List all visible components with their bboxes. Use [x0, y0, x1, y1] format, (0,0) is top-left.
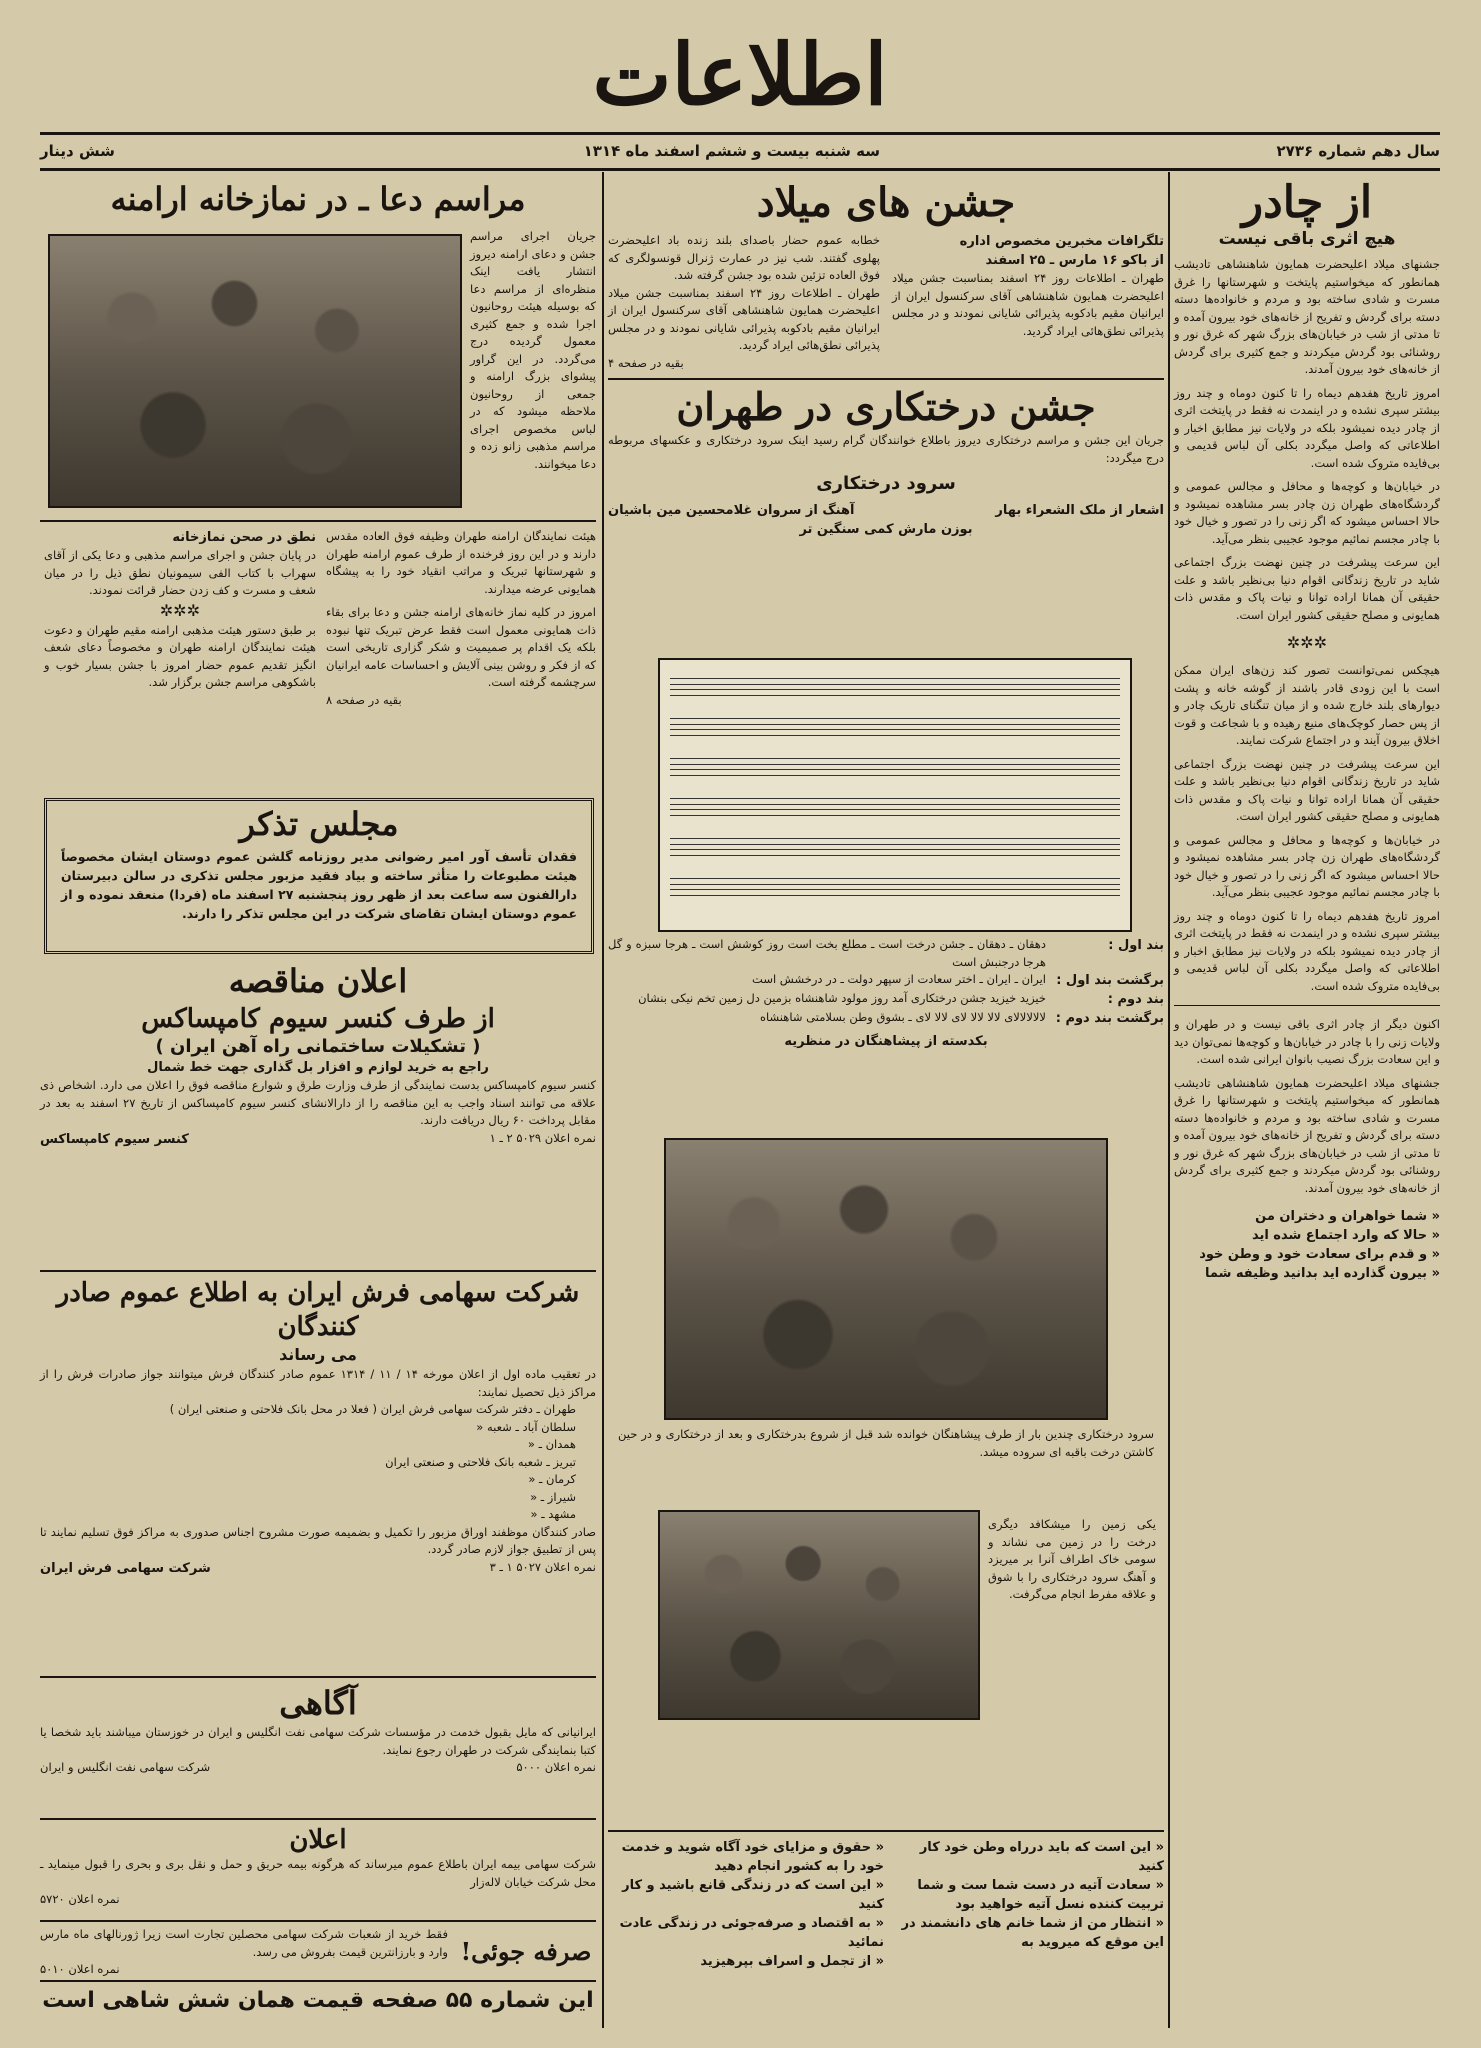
armenian-body-right	[326, 528, 596, 709]
carpet-number: نمره اعلان ۵۰۲۷ ۱ ـ ۳	[489, 1559, 596, 1574]
carpet-title: شرکت سهامی فرش ایران به اطلاع عموم صادر کنندگان	[56, 1278, 580, 1342]
verse-text: لالالالالای لالا لالا لای لالا لای ـ بشوق وطن بسلامتی شاهنشاه	[760, 1010, 1046, 1024]
carpet-subtitle: می رساند	[279, 1345, 357, 1364]
savings-body: فقط خرید از شعبات شرکت سهامی محصلین تجارت است زیرا ژورنالهای ماه مارس وارد و بارزانترین قیمت بفروش می رسد.	[40, 1927, 448, 1959]
photo-armenian-ceremony	[48, 234, 462, 508]
center-column	[608, 178, 1164, 2023]
carpet-list-item: همدان ـ «	[527, 1437, 576, 1451]
carpet-list-item: سلطان آباد ـ شعبه «	[476, 1419, 576, 1434]
telegram-heading: تلگرافات مخبرین مخصوص اداره	[959, 234, 1164, 249]
left-column	[40, 178, 596, 2023]
tender-notice	[40, 960, 596, 1149]
carpet-footer	[40, 1559, 596, 1578]
ad-body: شرکت سهامی بیمه ایران باطلاع عموم میرساند که هرگونه بیمه حریق و حمل و نقل بری و بحری را قبول مینماید ـ محل شرکت خیابان لاله‌زار	[40, 1857, 596, 1889]
carpet-list-item: کرمان ـ «	[528, 1472, 576, 1486]
tender-title: اعلان مناقصه	[228, 962, 408, 1000]
memorial-notice-box	[44, 798, 594, 954]
notice-number: نمره اعلان ۵۰۰۰	[516, 1760, 596, 1774]
masthead-title: اطلاعات	[592, 25, 888, 124]
quote-box-right	[894, 1838, 1164, 1971]
article-title-tree-planting: جشن درختکاری در طهران	[676, 384, 1096, 429]
chador-quote: « حالا که وارد اجتماع شده اید	[1251, 1228, 1440, 1243]
separator	[40, 1270, 596, 1272]
separator	[608, 378, 1164, 380]
price-line: این شماره ۵۵ صفحه قیمت همان شش شاهی است	[42, 1988, 594, 2013]
tender-footer	[40, 1130, 596, 1149]
dateline-date: سه شنبه بیست و ششم اسفند ماه ۱۳۱۴	[583, 142, 880, 160]
separator	[40, 1818, 596, 1820]
verse-row	[608, 990, 1164, 1009]
newspaper-page	[40, 20, 1440, 2028]
carpet-signature: شرکت سهامی فرش ایران	[40, 1560, 211, 1576]
quote-line: حالا که وارد اجتماع شده اید	[1251, 1228, 1428, 1243]
speech-paragraph: در پایان جشن و اجرای مراسم مذهبی و دعا یکی از آقای سهراب با کتاب الفی سیمونیان نطق ذیل را در میان شعف و مسرت و کف زدن حضار قرائت نمودند.	[44, 548, 316, 597]
right-column	[1174, 178, 1440, 2023]
carpet-list-item: شیراز ـ «	[530, 1489, 576, 1504]
chador-quote: « و قدم برای سعادت خود و وطن خود	[1199, 1247, 1440, 1262]
telegram-body: طهران ـ اطلاعات روز ۲۴ اسفند بمناسبت جشن میلاد اعلیحضرت همایون شاهنشاهی آقای سرکنسول ایران از ایرانیان مقیم بادکوبه پذیرائی شایانی نمودند و در مجلس پذیرائی نطق‌هائی ایراد گردید.	[608, 285, 880, 352]
chador-paragraph: جشنهای میلاد اعلیحضرت همایون شاهنشاهی تادیشب همانطور که میخواستیم پایتخت و شهرستانها را غرق مسرت و شادی ساخته بود و مردم و خانواده‌ها دسته دسته برای گردش و تفریح از خانه‌های خود بیرون آمده و تا مدتی از شب در خیابان‌های بزرگ شهر که غرق نور و روشنائی بود گردش میکردند و جمع کثیری برای گردش از خانه‌های خود بیرون آمدند.	[1174, 257, 1440, 376]
separator	[40, 1676, 596, 1678]
oil-company-notice	[40, 1682, 596, 1777]
staff-line	[670, 798, 1120, 816]
tender-body: کنسر سیوم کامپساکس بدست نمایندگی از طرف وزارت طرق و شوارع مناقصه فوق را اعلان می دارد. اشخاص ذی علاقه می توانند اسناد واجب به این مناقصه را از دارالانشای کنسر سیوم کامپساکس از تاریخ ۲۷ اسفند به بعد در مقابل پرداخت ۶۰ ریال دریافت دارند.	[40, 1078, 596, 1127]
armenian-paragraph: هیئت نمایندگان ارامنه طهران وظیفه فوق العاده مقدس دارند و در این روز فرخنده از طرف عموم ارامنه طهران و شهرستانها تبریک و مراتب انقیاد خود را به پیشگاه همایونی عرضه میدارند.	[326, 529, 596, 596]
chador-paragraph: جشنهای میلاد اعلیحضرت همایون شاهنشاهی تادیشب همانطور که میخواستیم پایتخت و شهرستانها را غرق مسرت و شادی ساخته بود و مردم و خانواده‌ها دسته دسته برای گردش و تفریح از خانه‌های خود بیرون آمده و تا مدتی از شب در خیابان‌های بزرگ شهر که غرق نور و روشنائی بود گردش میکردند و جمع کثیری برای گردش از خانه‌های خود بیرون آمدند.	[1174, 1075, 1440, 1195]
verse-label: بند اول :	[1108, 938, 1164, 953]
lyrics-credit: اشعار از ملک الشعراء بهار	[995, 503, 1164, 518]
verse-row	[608, 971, 1164, 990]
chador-paragraph: هیچکس نمی‌توانست تصور کند زن‌های ایران ممکن است با این زودی قادر باشند از گوشه خانه و پشت دیوار‌های بلند خارج شده و از میان تنگنای تاریک چادر و از پس حصار کوچک‌های منیع رهیده و با شجاعت و قوت اخلاق بیرون آیند و در اجتماع شرکت نمایند.	[1174, 663, 1440, 747]
telegram-place: از باکو ۱۶ مارس ـ ۲۵ اسفند	[985, 253, 1164, 268]
verse-label: بند دوم :	[1107, 992, 1164, 1007]
scouts-text: سرود درختکاری چندین بار از طرف پیشاهنگان خوانده شد قبل از شروع بدرختکاری و بعد از درختکاری و در حین کاشتن درخت باقبه ای سروده میشد.	[618, 1427, 1154, 1459]
article-title-birthday: جشن های میلاد	[756, 179, 1016, 226]
separator	[40, 520, 596, 522]
telegram-body: خطابه عموم حضار باصدای بلند زنده باد اعلیحضرت پهلوی گفتند. شب نیز در عمارت ژنرال قونسولگری که فوق العاده تزئین شده بود جشن گرفته شد.	[608, 233, 880, 282]
carpet-list-item: مشهد ـ «	[530, 1507, 576, 1521]
verse-text: ایران ـ ایران ـ اختر سعادت از سپهر دولت ـ در درخشش است	[752, 972, 1046, 986]
verse-row	[608, 1009, 1164, 1028]
chador-paragraph: در خیابان‌ها و کوچه‌ها و محافل و مجالس عمومی و گردشگاه‌های طهران زن چادر بسر مشاهده نمیشود و حالا احساس میشود که اگر زنی را در تصور و خیال خود با چادر مجسم نمائیم موجود عجیبی بنظر می‌آید.	[1174, 832, 1440, 899]
ad-number: نمره اعلان ۵۷۲۰	[40, 1892, 120, 1906]
masthead-rule	[40, 132, 1440, 135]
notice-signature: شرکت سهامی نفت انگلیس و ایران	[40, 1760, 211, 1774]
photo-scouts	[664, 1138, 1108, 1420]
quote-box-line: « از تجمل و اسراف بپرهیزید	[700, 1954, 884, 1969]
article-subtitle-chador: هیچ اثری باقی نیست	[1218, 229, 1396, 249]
tender-number: نمره اعلان ۵۰۲۹ ۲ ـ ۱	[489, 1130, 596, 1145]
dateline	[40, 138, 1440, 168]
memorial-body: فقدان تأسف آور امیر رضوانی مدیر روزنامه گلشن عموم دوستان ایشان مخصوصاً هیئت مطبوعات را متأثر ساخته و بیاد فقید مزبور مجلس تذکری در سالن دبیرستان دارالفنون سه ساعت بعد از ظهر روز پنجشنبه ۲۷ اسفند ماه (فردا) منعقد نموده و از عموم دوستان ایشان تقاضای شرکت در این مجلس تذکر را دارند.	[61, 849, 578, 921]
staff-line	[670, 678, 1120, 696]
chador-quote: « شما خواهران و دختران من	[1255, 1209, 1440, 1224]
quote-box-line: « سعادت آتیه در دست شما ست و شما تربیت کننده نسل آتیه خواهید بود	[917, 1878, 1164, 1912]
carpet-body: صادر کنندگان موظفند اوراق مزبور را تکمیل و بضمیمه صورت مشروح اجناس صدوری به مراکز فوق تسلیم نمایند تا پس از تطبیق جواز لازم صادر گردد.	[40, 1524, 596, 1556]
verse-label: برگشت بند دوم :	[1055, 1011, 1164, 1026]
separator	[608, 1830, 1164, 1832]
section-ornament: ✲✲✲	[1286, 633, 1328, 652]
chador-paragraph: امروز تاریخ هفدهم دیماه را تا کنون دوماه و چند روز بیشتر سپری نشده و در اینمدت نه فقط در پایتخت اثری از چادر دیده نمیشود بلکه در ولایات نیز مطابق اخبار و اطلاعاتی که واصل میگردد بکلی آن لباس قدیمی و بی‌فایده متروک شده است.	[1174, 908, 1440, 993]
chador-paragraph: امروز تاریخ هفدهم دیماه را تا کنون دوماه و چند روز بیشتر سپری نشده و در اینمدت نه فقط در پایتخت اثری از چادر دیده نمیشود بلکه در ولایات نیز مطابق اخبار و اطلاعاتی که واصل میگردد بکلی آن لباس قدیمی و بی‌فایده متروک شده است.	[1174, 385, 1440, 470]
song-credits	[608, 501, 1164, 520]
savings-title: صرفه جوئی!	[460, 1937, 592, 1967]
carpet-company-notice	[40, 1276, 596, 1578]
savings-ad	[40, 1926, 596, 1979]
telegram-block-left	[608, 232, 880, 372]
armenian-body-left	[44, 528, 316, 709]
verse-label: برگشت بند اول :	[1056, 973, 1164, 988]
staff-line	[670, 718, 1120, 736]
verse-row	[608, 936, 1164, 971]
chador-paragraph: در خیابان‌ها و کوچه‌ها و محافل و مجالس عمومی و گردشگاه‌های طهران زن چادر بسر مشاهده نمیشود و حالا احساس میشود که اگر زنی را در تصور و خیال خود با چادر مجسم نمائیم موجود عجیبی بنظر می‌آید.	[1174, 479, 1440, 546]
music-credit: آهنگ از سروان غلامحسین مین باشیان	[608, 503, 855, 518]
tender-from: از طرف کنسر سیوم کامپساکس	[141, 1004, 495, 1034]
photo-tree-planting	[658, 1510, 980, 1720]
song-verses	[608, 936, 1164, 1051]
quote-line: شما خواهران و دختران من	[1255, 1209, 1428, 1224]
carpet-list-item: طهران ـ دفتر شرکت سهامی فرش ایران ( فعلا در محل بانک فلاحتی و صنعتی ایران )	[169, 1402, 576, 1416]
quote-line: و قدم برای سعادت خود و وطن خود	[1199, 1247, 1428, 1262]
chador-paragraph: این سرعت پیشرفت در چنین نهضت بزرگ اجتماعی شاید در تاریخ زندگانی اقوام دنیا بی‌نظیر باشد و علت حقیقی آن همانا اراده توانا و نیات پاک و مقدس ذات همایونی و مصلح حقیقی کشور ایران است.	[1174, 756, 1440, 823]
section-ornament: ✲✲✲	[159, 600, 201, 620]
notice-footer	[40, 1759, 596, 1777]
savings-number: نمره اعلان ۵۰۱۰	[40, 1962, 120, 1976]
chador-quote: « بیرون گذارده اید بدانید وظیفه شما	[1204, 1266, 1440, 1281]
masthead	[40, 20, 1440, 130]
tender-subject: راجع به خرید لوازم و افزار بل گذاری جهت خط شمال	[147, 1060, 489, 1075]
continued-note: بقیه در صفحه ۸	[326, 692, 402, 707]
separator	[40, 1920, 596, 1922]
armenian-body	[40, 528, 596, 709]
tender-org: ( تشکیلات ساختمانی راه آهن ایران )	[155, 1036, 481, 1057]
separator	[40, 1980, 596, 1982]
continued-note: بقیه در صفحه ۴	[608, 355, 684, 370]
savings-text	[40, 1926, 448, 1979]
telegram-block-right	[892, 232, 1164, 372]
verse-text: دهقان ـ دهقان ـ جشن درخت است ـ مطلع بخت است روز کوشش است ـ هرجا سبزه و گل هرجا درجنبش است	[608, 937, 1046, 969]
chador-paragraph: اکنون دیگر از چادر اثری باقی نیست و در طهران و ولایات زنی را با چادر در خیابان‌ها و کوچه‌ها نمی‌توان دید و این سعادت بزرگ نصیب بانوان ایرانی شده است.	[1174, 1017, 1440, 1066]
tree-intro: جریان این جشن و مراسم درختکاری دیروز باطلاع خوانندگان گرام رسید اینک سرود درختکاری و عکسهای مربوطه درج میگردد:	[608, 433, 1164, 465]
quote-box-line: « حقوق و مزایای خود آگاه شوید و خدمت خود را به کشور انجام دهید	[621, 1840, 884, 1874]
quote-box-line: « به اقتصاد و صرفه‌جوئی در زندگی عادت نمائید	[619, 1916, 884, 1950]
carpet-body: در تعقیب ماده اول از اعلان مورخه ۱۴ / ۱۱ / ۱۳۱۴ عموم صادر کنندگان فرش میتوانند جواز صادرات فرش را از مراکز ذیل تحصیل نمایند:	[40, 1367, 596, 1399]
article-title-armenian-prayer: مراسم دعا ـ در نمازخانه ارامنه	[110, 180, 526, 218]
telegram-body: طهران ـ اطلاعات روز ۲۴ اسفند بمناسبت جشن میلاد اعلیحضرت همایون شاهنشاهی آقای سرکنسول ایران از ایرانیان مقیم بادکوبه پذیرائی شایانی نمودند و در مجلس پذیرائی نطق‌هائی ایراد گردید.	[892, 271, 1164, 338]
insurance-ad	[40, 1824, 596, 1909]
staff-line	[670, 758, 1120, 776]
notice-title: آگاهی	[279, 1684, 357, 1722]
quote-box-line: « انتظار من از شما خانم های دانشمند در این موقع که میروید به	[901, 1916, 1164, 1950]
armenian-intro: جریان اجرای مراسم جشن و دعای ارامنه دیروز انتشار یافت اینک منظره‌ای از مراسم دعا که بوسیله هیئت روحانیون اجرا شده و جمع کثیری معمول گردیده درج می‌گردد. در این گراور پیشوای بزرگ ارامنه و جمعی از روحانیون ملاحظه میشود که در لباس مخصوص اجرای مراسم مذهبی زانو زده و دعا میخوانند.	[470, 229, 596, 471]
staff-line	[670, 878, 1120, 896]
article-title-chador: از چادر	[1241, 177, 1373, 228]
separator	[1174, 1005, 1440, 1006]
bottom-quote-box	[608, 1838, 1164, 1971]
quote-box-left	[614, 1838, 884, 1971]
speech-title: نطق در صحن نمازخانه	[172, 530, 316, 545]
quote-box-line: « این است که باید درراه وطن خود کار کنید	[919, 1840, 1164, 1874]
carpet-list-item: تبریز ـ شعبه بانک فلاحتی و صنعتی ایران	[385, 1454, 576, 1469]
chador-paragraph: این سرعت پیشرفت در چنین نهضت بزرگ اجتماعی شاید در تاریخ زندگانی اقوام دنیا بی‌نظیر باشد و علت حقیقی آن همانا اراده توانا و نیات پاک و مقدس ذات همایونی و مصلح حقیقی کشور ایران است.	[1174, 555, 1440, 622]
verse-text: خیزید خیزید جشن درختکاری آمد روز مولود شاهنشاه بزمین دل زمین تخم نیکی بنشان	[638, 991, 1046, 1005]
birthday-telegrams	[608, 232, 1164, 372]
dateline-rule	[40, 168, 1440, 171]
speech-paragraph: بر طبق دستور هیئت مذهبی ارامنه مقیم طهران و دعوت هیئت نمایندگان ارامنه طهران و مخصوصاً دعای شعف انگیز تقدیم عموم حضار امروز با جشن بسیار خوب و باشکوهی مراسم جشن برگزار شد.	[44, 622, 316, 689]
song-meter: بوزن مارش کمی سنگین تر	[799, 522, 973, 537]
notice-body: ایرانیانی که مایل بقبول خدمت در مؤسسات شرکت سهامی نفت انگلیس و ایران در خوزستان میباشند باید شخصا یا کتبا بنمایندگی شرکت در طهران رجوع نمایند.	[40, 1725, 596, 1757]
column-divider-right	[1168, 172, 1170, 2028]
song-title: سرود درختکاری	[816, 473, 956, 494]
quote-box-line: « این است که در زندگی قانع باشید و کار کنید	[622, 1878, 884, 1912]
memorial-title: مجلس تذکر	[239, 805, 399, 843]
column-divider-left	[602, 172, 604, 2028]
carpet-list	[40, 1401, 596, 1524]
quote-line: بیرون گذارده اید بدانید وظیفه شما	[1204, 1266, 1428, 1281]
ad-title: اعلان	[289, 1825, 347, 1855]
dateline-price: شش دینار	[40, 142, 115, 160]
photo-caption-scouts: بکدسته از پیشاهنگان در منظریه	[784, 1034, 988, 1049]
armenian-paragraph: امروز در کلیه نماز خانه‌های ارامنه جشن و دعا برای بقاء ذات همایونی معمول است فقط عرض تبریک تنها نبوده بلکه یک اقدام پر صمیمیت و شکر گزاری تاریخی است که از فکر و روشن بینی آلایش و احساسات عامه ایرانیان سرچشمه گرفته است.	[326, 605, 596, 689]
tree-planting-text: یکی زمین را میشکافد دیگری درخت را در زمین می نشاند و سومی خاک اطراف آنرا بر میریزد و آهنگ سرود درختکاری را با شوق و علاقه مفرط انجام می‌گرفت.	[988, 1517, 1156, 1601]
music-score-image	[658, 658, 1132, 932]
tender-signature: کنسر سیوم کامپساکس	[40, 1131, 189, 1147]
staff-line	[670, 838, 1120, 856]
dateline-issue: سال دهم شماره ۲۷۳۶	[1276, 142, 1440, 160]
